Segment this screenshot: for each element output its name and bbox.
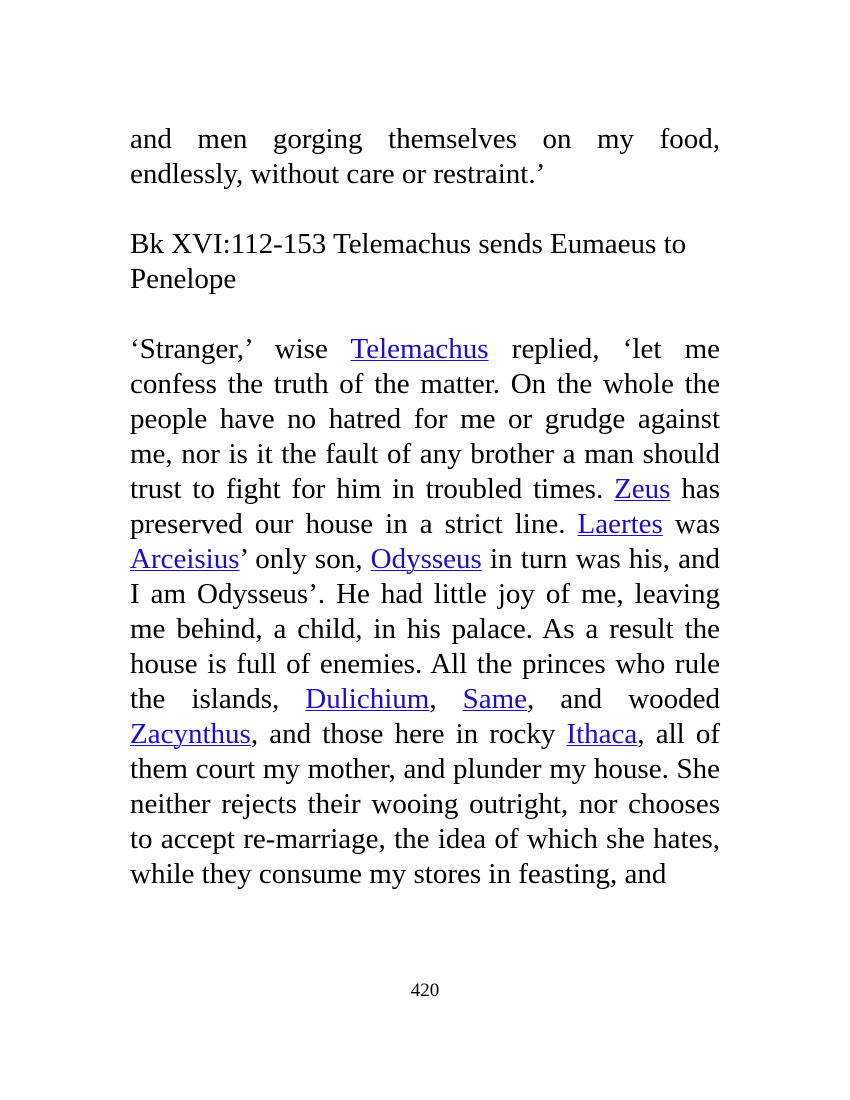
link-ithaca[interactable]: Ithaca <box>566 718 638 750</box>
link-zeus[interactable]: Zeus <box>614 473 671 505</box>
paragraph-continuation <box>130 122 720 192</box>
main-paragraph-text: , and wooded <box>527 683 720 715</box>
paragraph-continuation-text: and men gorging themselves on my food, endlessly, without care or restraint.’ <box>130 123 720 190</box>
main-paragraph-text: ‘Stranger,’ wise <box>130 333 351 365</box>
main-paragraph-text: , all of them court my mother, and plunder my house. She neither rejects their wooing outright, nor chooses to accept re-marriage, the idea of which she hates, while they consume my stores in feasting, and <box>130 718 720 890</box>
link-telemachus[interactable]: Telemachus <box>350 333 489 365</box>
main-paragraph-text: , and those here in rocky <box>250 718 567 750</box>
link-same[interactable]: Same <box>462 683 528 715</box>
main-paragraph-text: replied, ‘let me confess the truth of the matter. On the whole the people have no hatred for me or grudge against me, nor is it the fault of any brother a man should trust to fight for him in troubled times. <box>130 333 720 505</box>
main-paragraph-text: , <box>429 683 463 715</box>
link-arceisius[interactable]: Arceisius <box>130 543 240 575</box>
link-laertes[interactable]: Laertes <box>577 508 663 540</box>
link-zacynthus[interactable]: Zacynthus <box>130 718 251 750</box>
page-number: 420 <box>410 980 440 1001</box>
main-paragraph-text: ’ only son, <box>239 543 371 575</box>
main-paragraph-text: was <box>662 508 720 540</box>
section-heading-text: Bk XVI:112-153 Telemachus sends Eumaeus to Penelope <box>130 228 687 295</box>
main-paragraph-text: has preserved our house in a strict line. <box>130 473 720 540</box>
section-heading <box>130 227 720 297</box>
main-paragraph-text: in turn was his, and I am Odysseus’. He had little joy of me, leaving me behind, a child, in his palace. As a result the house is full of enemies. All the princes who rule the islands, <box>130 543 720 715</box>
main-paragraph <box>130 332 720 892</box>
link-dulichium[interactable]: Dulichium <box>305 683 430 715</box>
page-body <box>130 122 720 927</box>
link-odysseus[interactable]: Odysseus <box>370 543 482 575</box>
